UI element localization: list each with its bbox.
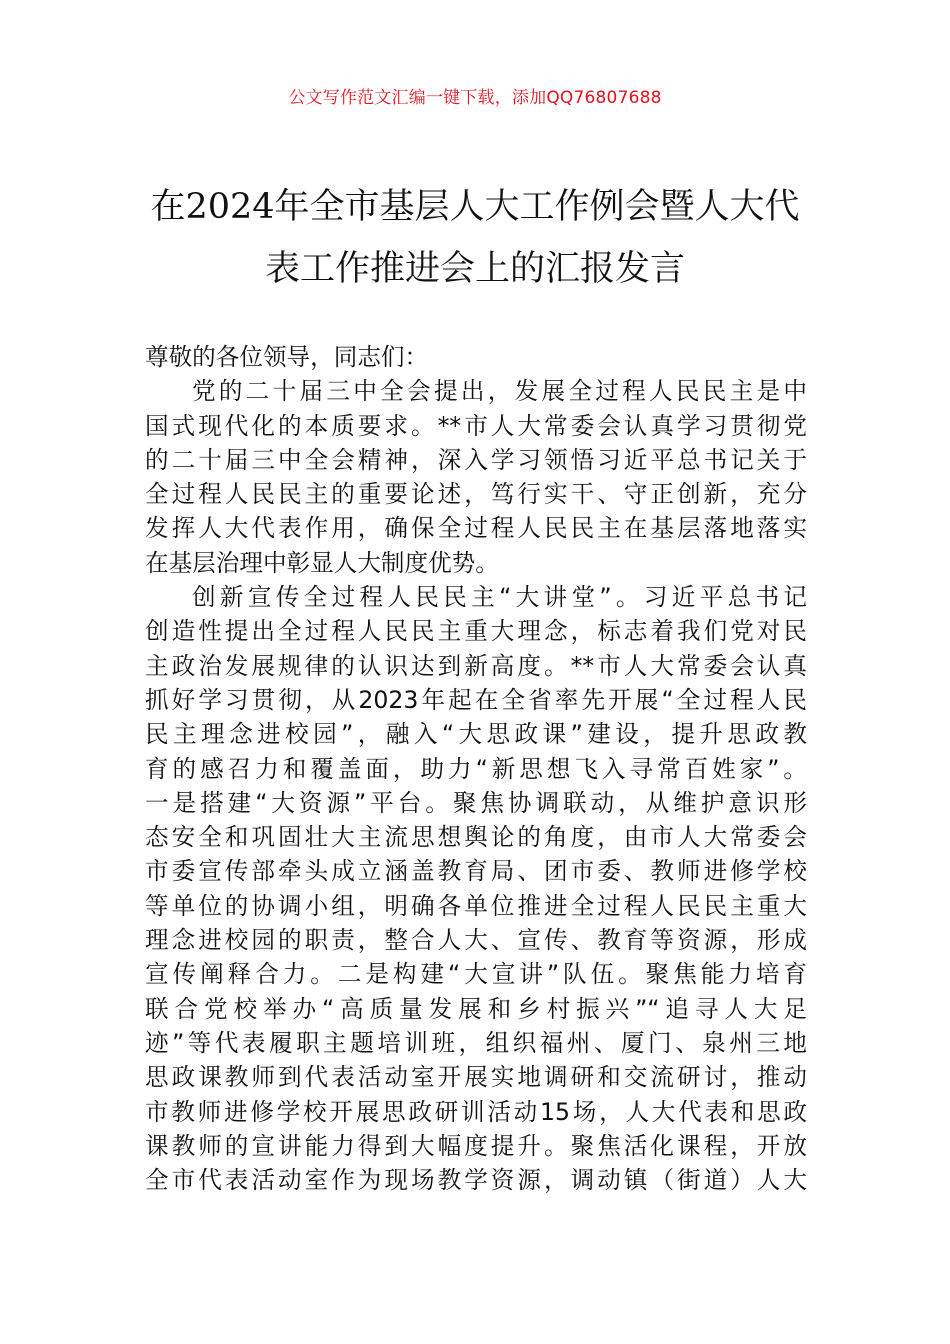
paragraph-line: 创造性提出全过程人民民主重大理念，标志着我们党对民	[145, 617, 807, 646]
paragraph-line: 理念进校园的职责，整合人大、宣传、教育等资源，形成	[145, 926, 807, 955]
paragraph-line: 全过程人民民主的重要论述，笃行实干、守正创新，充分	[145, 480, 807, 509]
paragraph-line: 宣传阐释合力。二是构建“大宣讲”队伍。聚焦能力培育	[145, 960, 807, 989]
paragraph-line: 创新宣传全过程人民民主“大讲堂”。习近平总书记	[192, 583, 807, 612]
paragraph-line: 民主理念进校园”，融入“大思政课”建设，提升思政教	[145, 720, 807, 749]
paragraph-line: 等单位的协调小组，明确各单位推进全过程人民民主重大	[145, 891, 807, 920]
paragraph-line: 市教师进修学校开展思政研训活动15场，人大代表和思政	[145, 1097, 807, 1126]
paragraph-line: 迹”等代表履职主题培训班，组织福州、厦门、泉州三地	[145, 1028, 807, 1057]
salutation: 尊敬的各位领导，同志们：	[145, 343, 429, 371]
paragraph-line: 市委宣传部牵头成立涵盖教育局、团市委、教师进修学校	[145, 857, 807, 886]
paragraph-line: 育的感召力和覆盖面，助力“新思想飞入寻常百姓家”。	[145, 754, 807, 783]
paragraph-line: 全市代表活动室作为现场教学资源，调动镇（街道）人大	[145, 1166, 807, 1195]
document-title	[120, 176, 830, 300]
paragraph-line: 态安全和巩固壮大主流思想舆论的角度，由市人大常委会	[145, 823, 807, 852]
title-line-2: 表工作推进会上的汇报发言	[264, 249, 685, 289]
paragraph-line: 抓好学习贯彻，从2023年起在全省率先开展“全过程人民	[145, 685, 807, 714]
paragraph-line: 思政课教师到代表活动室开展实地调研和交流研讨，推动	[145, 1063, 807, 1092]
paragraph-line: 国式现代化的本质要求。**市人大常委会认真学习贯彻党	[145, 411, 807, 440]
paragraph-line: 在基层治理中彰显人大制度优势。	[145, 548, 499, 577]
paragraph-line: 的二十届三中全会精神，深入学习领悟习近平总书记关于	[145, 445, 807, 474]
title-line-1: 在2024年全市基层人大工作例会暨人大代	[150, 187, 800, 227]
paragraph-line: 发挥人大代表作用，确保全过程人民民主在基层落地落实	[145, 514, 807, 543]
paragraph-line: 主政治发展规律的认识达到新高度。**市人大常委会认真	[145, 651, 807, 680]
paragraph-line: 党的二十届三中全会提出，发展全过程人民民主是中	[192, 377, 807, 406]
paragraph-line: 一是搭建“大资源”平台。聚焦协调联动，从维护意识形	[145, 788, 807, 817]
document-body	[145, 340, 807, 1197]
download-notice: 公文写作范文汇编一键下载，添加QQ76807688	[288, 88, 662, 108]
paragraph-line: 课教师的宣讲能力得到大幅度提升。聚焦活化课程，开放	[145, 1131, 807, 1160]
paragraph-line: 联合党校举办“高质量发展和乡村振兴”“追寻人大足	[145, 994, 807, 1023]
